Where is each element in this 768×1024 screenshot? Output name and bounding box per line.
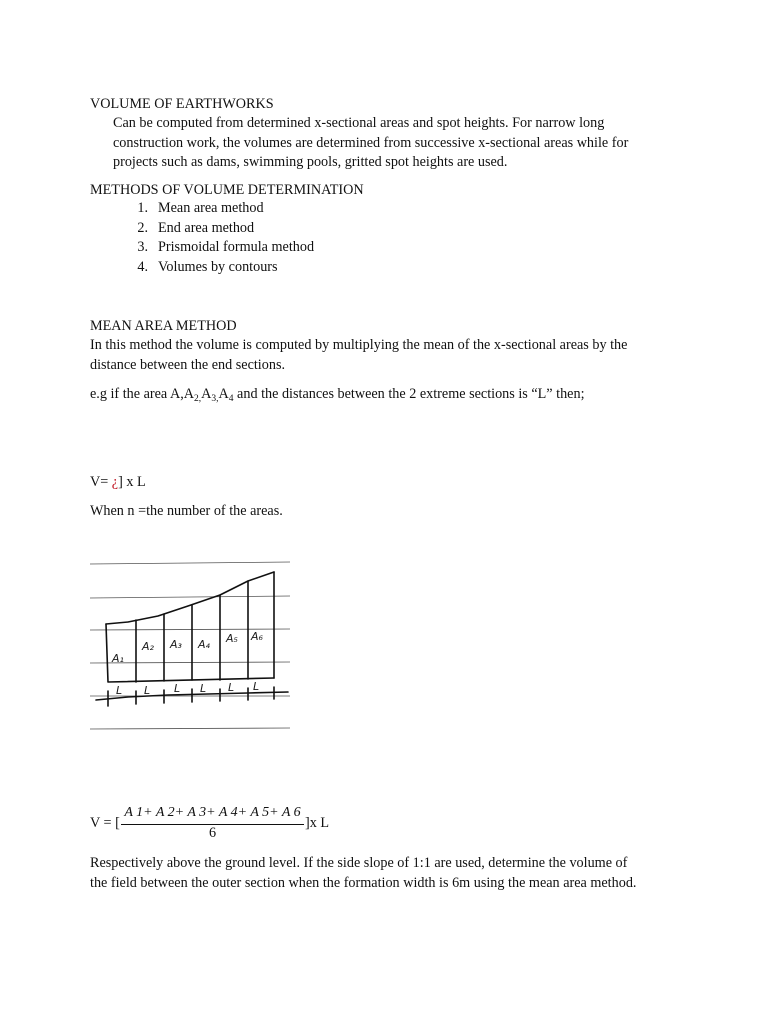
closing-paragraph — [90, 854, 690, 893]
fraction-prefix: V = [ — [90, 815, 120, 831]
sketch-label-l: L — [174, 682, 181, 695]
description-line-2: distance between the end sections. — [90, 356, 286, 373]
fraction-suffix: ]x L — [305, 815, 330, 831]
sketch-label-a5: A₅ — [226, 632, 238, 645]
example-sentence: e.g if the area $A,A_{2,}A_{3,}A_4$ and the distances between the 2 extreme sections is “L” then; — [90, 386, 585, 404]
sketch-label-l: L — [253, 680, 260, 693]
section-title-mean-area-method: MEAN AREA METHOD — [90, 318, 237, 334]
section-title-volume-of-earthworks: VOLUME OF EARTHWORKS — [90, 96, 274, 112]
note-n-areas: When n =the number of the areas. — [90, 503, 283, 519]
fraction-denominator: 6 — [208, 825, 217, 841]
unrendered-equation-symbol: ¿ — [111, 474, 119, 490]
formula-mean-area: V= ¿] x L — [90, 474, 146, 490]
sketch-label-l: L — [200, 682, 207, 695]
sketch-label-l: L — [116, 684, 123, 697]
sketch-label-l: L — [228, 681, 235, 694]
closing-line-2: the field between the outer section when the formation width is 6m using the mean area method. — [90, 874, 637, 891]
intro-line-3: projects such as dams, swimming pools, gritted spot heights are used. — [113, 154, 508, 170]
intro-line-1: Can be computed from determined x-sectional areas and spot heights. For narrow long — [113, 115, 605, 131]
sketch-label-a6: A₆ — [251, 630, 263, 643]
intro-paragraph — [113, 114, 693, 173]
sketch-label-l: L — [144, 684, 151, 697]
sketch-label-a4: A₄ — [198, 638, 210, 651]
sketch-label-a2: A₂ — [142, 640, 154, 653]
sketch-label-a1: A₁ — [112, 652, 124, 665]
mean-area-description — [90, 336, 680, 375]
sketch-label-a3: A₃ — [170, 638, 182, 651]
section-title-methods: METHODS OF VOLUME DETERMINATION — [90, 182, 364, 198]
cross-section-sketch — [88, 556, 294, 736]
intro-line-2: construction work, the volumes are determined from successive x-sectional areas while for — [113, 134, 629, 151]
description-line-1: In this method the volume is computed by multiplying the mean of the x-sectional areas by the — [90, 337, 628, 353]
closing-line-1: Respectively above the ground level. If the side slope of 1:1 are used, determine the volume of — [90, 855, 628, 871]
fraction-numerator: A 1+ A 2+ A 3+ A 4+ A 5+ A 6 — [124, 805, 301, 820]
document-page: VOLUME OF EARTHWORKS Can be computed from determined x-sectional areas and spot heights. For narrow long construction work, the volumes are determined from successive x-sectional areas while for projects such as dams, swimming pools, gritted spot heights are used. METHODS OF VOLUME DETERMINATION 1. Mean area method 2. End area method 3. Prismoidal formula method 4. Volumes by contours MEAN AREA METHOD In this method the volume is computed by multiplying the mean of the x-sectional areas by the distance between the end sections. e.g if the area $A,A_{2,}A_{3,}A_4$ and the distances between the 2 extreme sections is “L” then; V= ¿] x L When n =the number of the areas. A₁ A₂ A₃ A₄ A₅ A₆ L L L L L L V = [ A 1+ A 2+ A 3+ A 4+ A 5+ A 6 6 ]x L Respectively above the ground level. If the side slope of 1:1 are used, determine the volume of the field between the outer section when the formation width is 6m using the mean area method. — [0, 0, 768, 1024]
